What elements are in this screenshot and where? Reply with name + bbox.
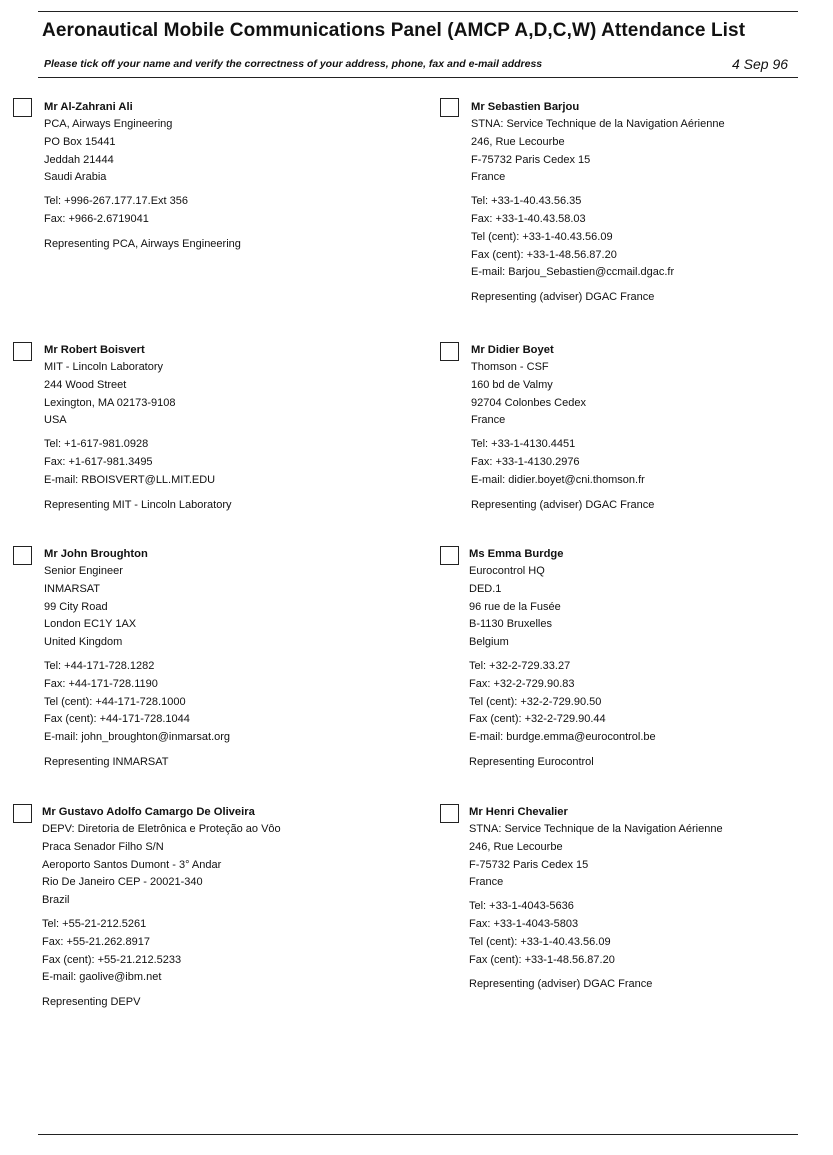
contact-line: Tel (cent): +33-1-40.43.56.09	[471, 230, 613, 243]
contact-line: Fax (cent): +32-2-729.90.44	[469, 713, 606, 726]
address-line: France	[471, 414, 506, 427]
representing-text: Representing PCA, Airways Engineering	[44, 237, 241, 250]
contact-line: E-mail: Barjou_Sebastien@ccmail.dgac.fr	[471, 266, 675, 279]
attendee-entry	[471, 98, 833, 307]
address-line: STNA: Service Technique de la Navigation Aérienne	[469, 823, 723, 835]
contact-line: Fax (cent): +55-21.212.5233	[42, 953, 182, 966]
contact-line: Fax (cent): +33-1-48.56.87.20	[471, 248, 617, 261]
top-rule	[38, 11, 798, 12]
contact-line: Tel: +1-617-981.0928	[44, 438, 149, 451]
address-line: 160 bd de Valmy	[471, 378, 553, 391]
address-line: PCA, Airways Engineering	[44, 118, 173, 130]
contact-line: Tel (cent): +44-171-728.1000	[44, 695, 186, 708]
contact-line: Fax: +1-617-981.3495	[44, 455, 153, 468]
attendance-checkbox[interactable]	[13, 804, 32, 823]
address-line: Thomson - CSF	[471, 361, 549, 373]
contact-line: Fax: +33-1-4130.2976	[471, 455, 580, 468]
address-line: Praca Senador Filho S/N	[42, 840, 164, 853]
address-line: Belgium	[469, 636, 509, 649]
attendee-name: Mr Sebastien Barjou	[471, 101, 580, 113]
contact-line: Fax (cent): +44-171-728.1044	[44, 713, 190, 726]
contact-line: E-mail: burdge.emma@eurocontrol.be	[469, 731, 656, 744]
attendee-name: Mr Robert Boisvert	[44, 344, 145, 356]
address-line: Rio De Janeiro CEP - 20021-340	[42, 876, 203, 889]
representing-text: Representing MIT - Lincoln Laboratory	[44, 498, 232, 511]
contact-line: Tel: +996-267.177.17.Ext 356	[44, 195, 189, 208]
contact-line: Fax: +44-171-728.1190	[44, 677, 158, 690]
address-line: Senior Engineer	[44, 565, 123, 577]
address-line: Saudi Arabia	[44, 171, 107, 184]
address-line: INMARSAT	[44, 582, 101, 595]
attendance-checkbox[interactable]	[13, 546, 32, 565]
attendance-checkbox[interactable]	[440, 342, 459, 361]
contact-line: Tel: +32-2-729.33.27	[469, 659, 571, 672]
representing-text: Representing INMARSAT	[44, 755, 169, 768]
attendance-checkbox[interactable]	[13, 98, 32, 117]
attendee-entry	[42, 803, 412, 1012]
address-line: Aeroporto Santos Dumont - 3° Andar	[42, 858, 222, 871]
address-line: B-1130 Bruxelles	[469, 618, 552, 631]
instructions-text: Please tick off your name and verify the correctness of your address, phone, fax and e-mail address	[44, 58, 543, 70]
attendance-checkbox[interactable]	[440, 98, 459, 117]
contact-line: Fax (cent): +33-1-48.56.87.20	[469, 953, 615, 966]
address-line: London EC1Y 1AX	[44, 618, 137, 631]
address-line: 99 City Road	[44, 600, 108, 613]
attendee-name: Mr Gustavo Adolfo Camargo De Oliveira	[42, 806, 255, 818]
address-line: 244 Wood Street	[44, 378, 127, 391]
attendee-entry	[469, 545, 833, 772]
address-line: USA	[44, 414, 67, 427]
representing-text: Representing Eurocontrol	[469, 755, 594, 768]
address-line: DEPV: Diretoria de Eletrônica e Proteção ao Vôo	[42, 823, 281, 835]
attendee-entry	[44, 341, 414, 514]
contact-line: E-mail: RBOISVERT@LL.MIT.EDU	[44, 473, 216, 486]
address-line: Eurocontrol HQ	[469, 565, 545, 577]
attendance-checkbox[interactable]	[13, 342, 32, 361]
address-line: United Kingdom	[44, 636, 123, 649]
contact-line: Tel: +55-21-212.5261	[42, 917, 147, 930]
header-rule	[38, 77, 798, 78]
representing-text: Representing (adviser) DGAC France	[469, 978, 653, 991]
contact-line: E-mail: didier.boyet@cni.thomson.fr	[471, 473, 645, 486]
representing-text: Representing DEPV	[42, 996, 141, 1009]
address-line: STNA: Service Technique de la Navigation Aérienne	[471, 118, 725, 130]
address-line: 246, Rue Lecourbe	[469, 840, 563, 853]
address-line: Brazil	[42, 894, 70, 907]
attendee-entry	[44, 98, 414, 254]
attendee-name: Ms Emma Burdge	[469, 548, 564, 560]
address-line: Jeddah 21444	[44, 153, 114, 166]
representing-text: Representing (adviser) DGAC France	[471, 291, 655, 304]
contact-line: Fax: +33-1-40.43.58.03	[471, 212, 586, 225]
contact-line: Fax: +55-21.262.8917	[42, 935, 150, 948]
attendance-checkbox[interactable]	[440, 804, 459, 823]
document-date: 4 Sep 96	[732, 56, 789, 72]
contact-line: Tel: +33-1-4043-5636	[469, 900, 574, 913]
contact-line: E-mail: john_broughton@inmarsat.org	[44, 731, 231, 744]
address-line: PO Box 15441	[44, 135, 116, 148]
footer-rule	[38, 1134, 798, 1135]
contact-line: E-mail: gaolive@ibm.net	[42, 971, 162, 984]
address-line: DED.1	[469, 582, 502, 595]
address-line: France	[469, 876, 504, 889]
page-title: Aeronautical Mobile Communications Panel (AMCP A,D,C,W) Attendance List	[42, 20, 746, 41]
address-line: Lexington, MA 02173-9108	[44, 396, 176, 409]
attendee-name: Mr John Broughton	[44, 548, 148, 560]
attendee-entry	[44, 545, 414, 772]
contact-line: Tel (cent): +33-1-40.43.56.09	[469, 935, 611, 948]
attendee-name: Mr Al-Zahrani Ali	[44, 101, 133, 113]
attendee-entry	[469, 803, 833, 994]
contact-line: Fax: +33-1-4043-5803	[469, 917, 579, 930]
attendee-name: Mr Henri Chevalier	[469, 806, 568, 818]
contact-line: Tel (cent): +32-2-729.90.50	[469, 695, 602, 708]
address-line: 246, Rue Lecourbe	[471, 135, 565, 148]
contact-line: Tel: +44-171-728.1282	[44, 659, 155, 672]
representing-text: Representing (adviser) DGAC France	[471, 498, 655, 511]
address-line: F-75732 Paris Cedex 15	[471, 153, 591, 166]
attendee-entry	[471, 341, 833, 514]
contact-line: Fax: +32-2-729.90.83	[469, 677, 575, 690]
contact-line: Tel: +33-1-4130.4451	[471, 438, 576, 451]
attendance-checkbox[interactable]	[440, 546, 459, 565]
address-line: MIT - Lincoln Laboratory	[44, 361, 164, 373]
address-line: F-75732 Paris Cedex 15	[469, 858, 589, 871]
address-line: 92704 Colonbes Cedex	[471, 396, 586, 409]
contact-line: Tel: +33-1-40.43.56.35	[471, 195, 582, 208]
address-line: France	[471, 171, 506, 184]
attendee-name: Mr Didier Boyet	[471, 344, 554, 356]
address-line: 96 rue de la Fusée	[469, 600, 561, 613]
contact-line: Fax: +966-2.6719041	[44, 212, 149, 225]
